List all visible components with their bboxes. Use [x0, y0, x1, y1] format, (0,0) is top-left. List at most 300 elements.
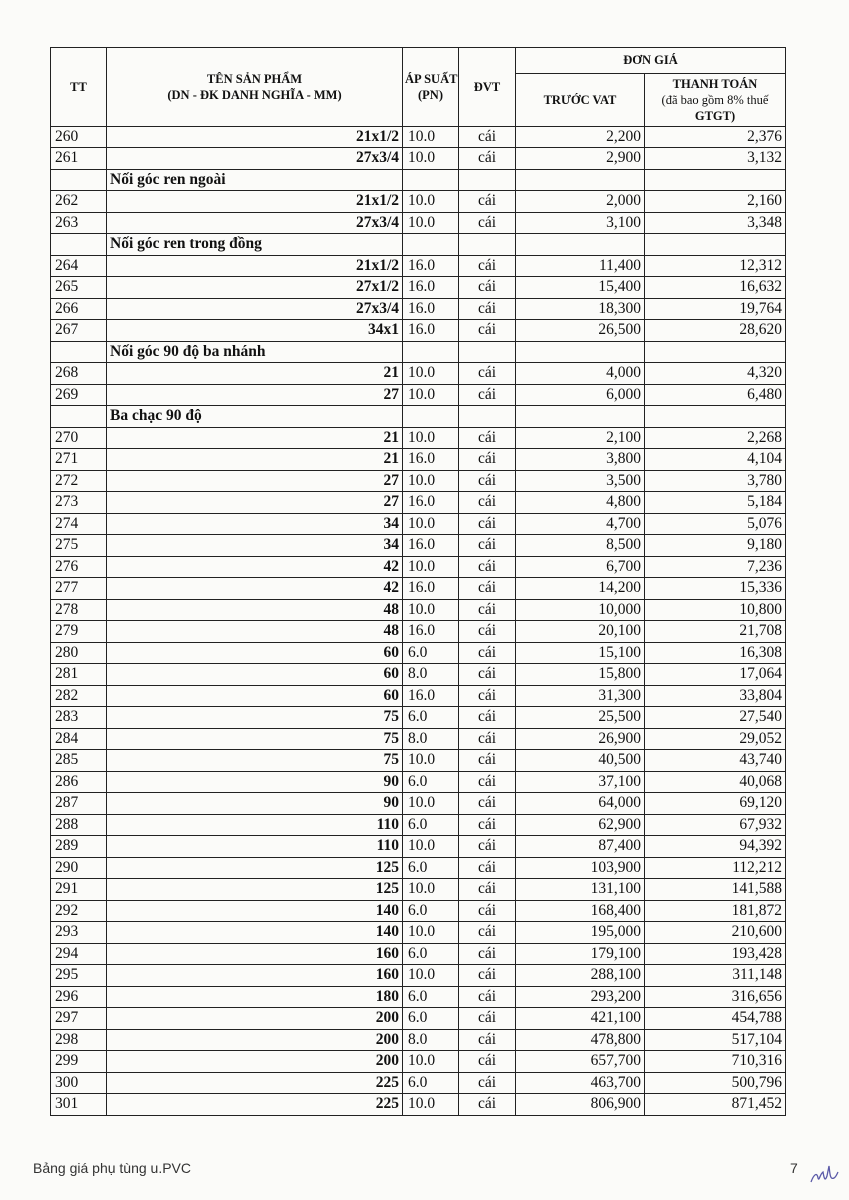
row-pressure: 6.0: [403, 771, 459, 793]
table-row: [51, 363, 786, 385]
row-price-total: 5,184: [645, 492, 786, 514]
row-price-total: 12,312: [645, 255, 786, 277]
row-price-before-vat: 87,400: [516, 836, 645, 858]
price-table: [50, 47, 786, 1116]
row-size: 27: [107, 492, 403, 514]
row-price-total: 311,148: [645, 965, 786, 987]
row-unit: cái: [459, 986, 516, 1008]
row-price-before-vat: 40,500: [516, 750, 645, 772]
header-payment-line1: THANH TOÁN: [672, 76, 758, 91]
row-size: 34x1: [107, 320, 403, 342]
table-row: [51, 191, 786, 213]
row-price-total: 28,620: [645, 320, 786, 342]
row-price-total: 3,132: [645, 148, 786, 170]
row-price-before-vat: 25,500: [516, 707, 645, 729]
table-row: [51, 750, 786, 772]
row-price-before-vat: 195,000: [516, 922, 645, 944]
row-price-before-vat: 15,800: [516, 664, 645, 686]
row-price-before-vat: 478,800: [516, 1029, 645, 1051]
row-price-before-vat: 463,700: [516, 1072, 645, 1094]
row-size: 27: [107, 470, 403, 492]
row-size: 225: [107, 1094, 403, 1116]
row-unit: cái: [459, 707, 516, 729]
table-row: [51, 535, 786, 557]
row-unit: cái: [459, 1072, 516, 1094]
row-tt: 284: [51, 728, 107, 750]
row-unit: cái: [459, 879, 516, 901]
row-price-total: 517,104: [645, 1029, 786, 1051]
row-tt: 274: [51, 513, 107, 535]
row-tt: 278: [51, 599, 107, 621]
section-title: Nối góc ren ngoài: [107, 169, 403, 191]
row-price-total: 316,656: [645, 986, 786, 1008]
row-pressure: 10.0: [403, 556, 459, 578]
row-price-total: 112,212: [645, 857, 786, 879]
section-total-cell: [645, 406, 786, 428]
row-size: 42: [107, 578, 403, 600]
row-size: 110: [107, 814, 403, 836]
row-unit: cái: [459, 578, 516, 600]
row-pressure: 10.0: [403, 470, 459, 492]
row-tt: 294: [51, 943, 107, 965]
table-row: [51, 707, 786, 729]
row-unit: cái: [459, 943, 516, 965]
row-pressure: 16.0: [403, 255, 459, 277]
row-pressure: 16.0: [403, 685, 459, 707]
table-row: [51, 922, 786, 944]
row-unit: cái: [459, 320, 516, 342]
row-tt: 283: [51, 707, 107, 729]
table-row: [51, 126, 786, 148]
row-pressure: 8.0: [403, 1029, 459, 1051]
row-unit: cái: [459, 556, 516, 578]
row-pressure: 6.0: [403, 1072, 459, 1094]
table-row: [51, 513, 786, 535]
row-unit: cái: [459, 599, 516, 621]
header-payment-line3: GTGT): [694, 108, 736, 123]
row-pressure: 10.0: [403, 599, 459, 621]
row-price-total: 43,740: [645, 750, 786, 772]
row-price-total: 94,392: [645, 836, 786, 858]
row-tt: 291: [51, 879, 107, 901]
row-price-total: 193,428: [645, 943, 786, 965]
row-tt: 272: [51, 470, 107, 492]
section-title: Nối góc ren trong đồng: [107, 234, 403, 256]
row-price-before-vat: 62,900: [516, 814, 645, 836]
row-unit: cái: [459, 728, 516, 750]
row-tt: 277: [51, 578, 107, 600]
section-total-cell: [645, 234, 786, 256]
row-unit: cái: [459, 212, 516, 234]
row-size: 21x1/2: [107, 255, 403, 277]
row-tt: 271: [51, 449, 107, 471]
row-unit: cái: [459, 126, 516, 148]
row-price-before-vat: 179,100: [516, 943, 645, 965]
row-price-before-vat: 10,000: [516, 599, 645, 621]
row-unit: cái: [459, 492, 516, 514]
row-unit: cái: [459, 535, 516, 557]
row-tt: 290: [51, 857, 107, 879]
row-size: 125: [107, 879, 403, 901]
row-price-total: 10,800: [645, 599, 786, 621]
row-tt: 262: [51, 191, 107, 213]
row-price-total: 4,320: [645, 363, 786, 385]
row-price-total: 710,316: [645, 1051, 786, 1073]
row-unit: cái: [459, 922, 516, 944]
section-tt-cell: [51, 169, 107, 191]
row-tt: 276: [51, 556, 107, 578]
table-row: [51, 470, 786, 492]
table-row: [51, 427, 786, 449]
row-tt: 263: [51, 212, 107, 234]
row-price-total: 27,540: [645, 707, 786, 729]
row-pressure: 10.0: [403, 384, 459, 406]
row-size: 140: [107, 922, 403, 944]
row-price-before-vat: 131,100: [516, 879, 645, 901]
row-price-total: 29,052: [645, 728, 786, 750]
header-payment-line2: (đã bao gồm 8% thuế: [661, 92, 769, 107]
table-row: [51, 814, 786, 836]
table-row: [51, 148, 786, 170]
table-row: [51, 771, 786, 793]
section-pn-cell: [403, 169, 459, 191]
row-size: 75: [107, 750, 403, 772]
table-row: [51, 277, 786, 299]
row-price-before-vat: 15,400: [516, 277, 645, 299]
row-pressure: 10.0: [403, 191, 459, 213]
row-pressure: 6.0: [403, 943, 459, 965]
section-tt-cell: [51, 234, 107, 256]
table-row: [51, 836, 786, 858]
row-price-total: 4,104: [645, 449, 786, 471]
row-price-before-vat: 8,500: [516, 535, 645, 557]
section-price-cell: [516, 341, 645, 363]
table-row: [51, 384, 786, 406]
row-pressure: 16.0: [403, 578, 459, 600]
row-price-before-vat: 37,100: [516, 771, 645, 793]
row-tt: 265: [51, 277, 107, 299]
row-price-total: 500,796: [645, 1072, 786, 1094]
row-pressure: 10.0: [403, 836, 459, 858]
row-tt: 287: [51, 793, 107, 815]
table-row: [51, 664, 786, 686]
table-row: [51, 255, 786, 277]
row-size: 21: [107, 363, 403, 385]
header-product-name-line2: (DN - ĐK DANH NGHĨA - MM): [167, 87, 342, 102]
row-tt: 285: [51, 750, 107, 772]
row-size: 160: [107, 943, 403, 965]
row-unit: cái: [459, 298, 516, 320]
section-row: [51, 406, 786, 428]
row-price-before-vat: 2,000: [516, 191, 645, 213]
header-tt: TT: [51, 48, 107, 127]
row-size: 34: [107, 535, 403, 557]
table-header: [51, 48, 786, 127]
row-tt: 296: [51, 986, 107, 1008]
row-price-before-vat: 657,700: [516, 1051, 645, 1073]
row-pressure: 10.0: [403, 793, 459, 815]
row-tt: 289: [51, 836, 107, 858]
row-unit: cái: [459, 513, 516, 535]
row-unit: cái: [459, 793, 516, 815]
row-unit: cái: [459, 277, 516, 299]
row-pressure: 10.0: [403, 750, 459, 772]
table-row: [51, 492, 786, 514]
row-pressure: 10.0: [403, 148, 459, 170]
row-unit: cái: [459, 148, 516, 170]
row-tt: 300: [51, 1072, 107, 1094]
row-price-before-vat: 18,300: [516, 298, 645, 320]
row-price-before-vat: 15,100: [516, 642, 645, 664]
row-pressure: 6.0: [403, 814, 459, 836]
header-product-name-line1: TÊN SẢN PHẨM: [206, 71, 303, 86]
row-unit: cái: [459, 771, 516, 793]
row-tt: 301: [51, 1094, 107, 1116]
row-price-before-vat: 3,500: [516, 470, 645, 492]
row-unit: cái: [459, 965, 516, 987]
row-size: 90: [107, 771, 403, 793]
row-unit: cái: [459, 1008, 516, 1030]
row-pressure: 10.0: [403, 1094, 459, 1116]
row-size: 110: [107, 836, 403, 858]
table-row: [51, 793, 786, 815]
header-pressure-line2: (PN): [418, 87, 443, 102]
row-price-before-vat: 2,900: [516, 148, 645, 170]
row-tt: 268: [51, 363, 107, 385]
row-price-before-vat: 2,200: [516, 126, 645, 148]
row-unit: cái: [459, 814, 516, 836]
row-price-total: 33,804: [645, 685, 786, 707]
section-unit-cell: [459, 169, 516, 191]
table-row: [51, 642, 786, 664]
signature-stroke: [811, 1166, 838, 1182]
row-price-before-vat: 806,900: [516, 1094, 645, 1116]
row-tt: 295: [51, 965, 107, 987]
table-row: [51, 1008, 786, 1030]
footer-title: Bảng giá phụ tùng u.PVC: [33, 1160, 192, 1176]
row-unit: cái: [459, 255, 516, 277]
section-tt-cell: [51, 341, 107, 363]
section-tt-cell: [51, 406, 107, 428]
table-row: [51, 943, 786, 965]
row-pressure: 10.0: [403, 212, 459, 234]
row-price-total: 2,376: [645, 126, 786, 148]
row-price-before-vat: 3,100: [516, 212, 645, 234]
section-row: [51, 341, 786, 363]
row-unit: cái: [459, 836, 516, 858]
header-product-name: [107, 48, 403, 127]
section-price-cell: [516, 406, 645, 428]
row-price-total: 454,788: [645, 1008, 786, 1030]
row-pressure: 10.0: [403, 126, 459, 148]
row-price-total: 141,588: [645, 879, 786, 901]
row-pressure: 10.0: [403, 879, 459, 901]
row-price-total: 181,872: [645, 900, 786, 922]
row-size: 225: [107, 1072, 403, 1094]
row-price-total: 7,236: [645, 556, 786, 578]
header-payment: [645, 73, 786, 126]
row-unit: cái: [459, 900, 516, 922]
section-unit-cell: [459, 406, 516, 428]
table-row: [51, 621, 786, 643]
row-price-before-vat: 168,400: [516, 900, 645, 922]
row-unit: cái: [459, 685, 516, 707]
header-pressure: [403, 48, 459, 127]
row-tt: 288: [51, 814, 107, 836]
row-size: 48: [107, 599, 403, 621]
row-pressure: 6.0: [403, 1008, 459, 1030]
table-row: [51, 298, 786, 320]
row-price-before-vat: 421,100: [516, 1008, 645, 1030]
row-size: 42: [107, 556, 403, 578]
row-price-total: 15,336: [645, 578, 786, 600]
table-row: [51, 900, 786, 922]
row-size: 21: [107, 427, 403, 449]
row-size: 200: [107, 1008, 403, 1030]
table-row: [51, 1072, 786, 1094]
row-price-before-vat: 26,500: [516, 320, 645, 342]
row-unit: cái: [459, 1094, 516, 1116]
row-size: 60: [107, 685, 403, 707]
row-price-before-vat: 6,700: [516, 556, 645, 578]
row-size: 180: [107, 986, 403, 1008]
row-size: 140: [107, 900, 403, 922]
page-number: 7: [790, 1160, 798, 1176]
row-tt: 292: [51, 900, 107, 922]
row-price-total: 9,180: [645, 535, 786, 557]
row-pressure: 6.0: [403, 642, 459, 664]
section-price-cell: [516, 169, 645, 191]
row-pressure: 8.0: [403, 664, 459, 686]
row-tt: 264: [51, 255, 107, 277]
row-tt: 299: [51, 1051, 107, 1073]
row-price-before-vat: 11,400: [516, 255, 645, 277]
row-price-total: 21,708: [645, 621, 786, 643]
row-price-total: 69,120: [645, 793, 786, 815]
row-pressure: 10.0: [403, 922, 459, 944]
table-row: [51, 449, 786, 471]
row-size: 21x1/2: [107, 191, 403, 213]
row-unit: cái: [459, 363, 516, 385]
row-tt: 269: [51, 384, 107, 406]
row-tt: 293: [51, 922, 107, 944]
table-row: [51, 556, 786, 578]
header-before-vat: TRƯỚC VAT: [516, 73, 645, 126]
row-size: 21x1/2: [107, 126, 403, 148]
table-row: [51, 986, 786, 1008]
row-pressure: 16.0: [403, 621, 459, 643]
row-tt: 273: [51, 492, 107, 514]
header-unit: ĐVT: [459, 48, 516, 127]
row-price-total: 2,268: [645, 427, 786, 449]
row-pressure: 16.0: [403, 535, 459, 557]
table-row: [51, 1094, 786, 1116]
row-tt: 279: [51, 621, 107, 643]
row-price-before-vat: 6,000: [516, 384, 645, 406]
row-tt: 280: [51, 642, 107, 664]
table-row: [51, 965, 786, 987]
header-pressure-line1: ÁP SUẤT: [405, 71, 458, 86]
section-row: [51, 169, 786, 191]
row-price-before-vat: 26,900: [516, 728, 645, 750]
row-size: 200: [107, 1029, 403, 1051]
row-unit: cái: [459, 1051, 516, 1073]
row-pressure: 10.0: [403, 427, 459, 449]
row-price-before-vat: 4,700: [516, 513, 645, 535]
table-row: [51, 1029, 786, 1051]
table-row: [51, 578, 786, 600]
row-price-total: 210,600: [645, 922, 786, 944]
row-pressure: 10.0: [403, 363, 459, 385]
row-price-total: 16,308: [645, 642, 786, 664]
row-price-total: 5,076: [645, 513, 786, 535]
row-price-before-vat: 4,000: [516, 363, 645, 385]
row-price-total: 16,632: [645, 277, 786, 299]
section-price-cell: [516, 234, 645, 256]
row-tt: 267: [51, 320, 107, 342]
section-pn-cell: [403, 234, 459, 256]
row-unit: cái: [459, 664, 516, 686]
row-price-before-vat: 3,800: [516, 449, 645, 471]
row-tt: 266: [51, 298, 107, 320]
row-size: 27x1/2: [107, 277, 403, 299]
row-pressure: 16.0: [403, 492, 459, 514]
row-unit: cái: [459, 1029, 516, 1051]
row-size: 90: [107, 793, 403, 815]
row-tt: 297: [51, 1008, 107, 1030]
table-row: [51, 212, 786, 234]
row-size: 27x3/4: [107, 212, 403, 234]
table-body: [51, 126, 786, 1115]
row-unit: cái: [459, 191, 516, 213]
row-tt: 286: [51, 771, 107, 793]
row-tt: 298: [51, 1029, 107, 1051]
row-unit: cái: [459, 621, 516, 643]
row-size: 27x3/4: [107, 298, 403, 320]
table-row: [51, 879, 786, 901]
row-unit: cái: [459, 642, 516, 664]
row-price-total: 3,348: [645, 212, 786, 234]
row-price-before-vat: 14,200: [516, 578, 645, 600]
section-unit-cell: [459, 341, 516, 363]
row-size: 48: [107, 621, 403, 643]
row-size: 125: [107, 857, 403, 879]
row-price-before-vat: 288,100: [516, 965, 645, 987]
row-size: 75: [107, 728, 403, 750]
row-size: 75: [107, 707, 403, 729]
row-pressure: 16.0: [403, 449, 459, 471]
row-price-before-vat: 103,900: [516, 857, 645, 879]
row-price-before-vat: 293,200: [516, 986, 645, 1008]
section-title: Ba chạc 90 độ: [107, 406, 403, 428]
table-row: [51, 685, 786, 707]
row-pressure: 10.0: [403, 965, 459, 987]
section-pn-cell: [403, 341, 459, 363]
row-tt: 261: [51, 148, 107, 170]
row-size: 34: [107, 513, 403, 535]
table-row: [51, 857, 786, 879]
row-tt: 270: [51, 427, 107, 449]
row-price-total: 40,068: [645, 771, 786, 793]
row-price-before-vat: 4,800: [516, 492, 645, 514]
section-total-cell: [645, 169, 786, 191]
row-pressure: 16.0: [403, 320, 459, 342]
row-pressure: 6.0: [403, 857, 459, 879]
row-unit: cái: [459, 470, 516, 492]
section-unit-cell: [459, 234, 516, 256]
row-size: 21: [107, 449, 403, 471]
row-size: 60: [107, 642, 403, 664]
